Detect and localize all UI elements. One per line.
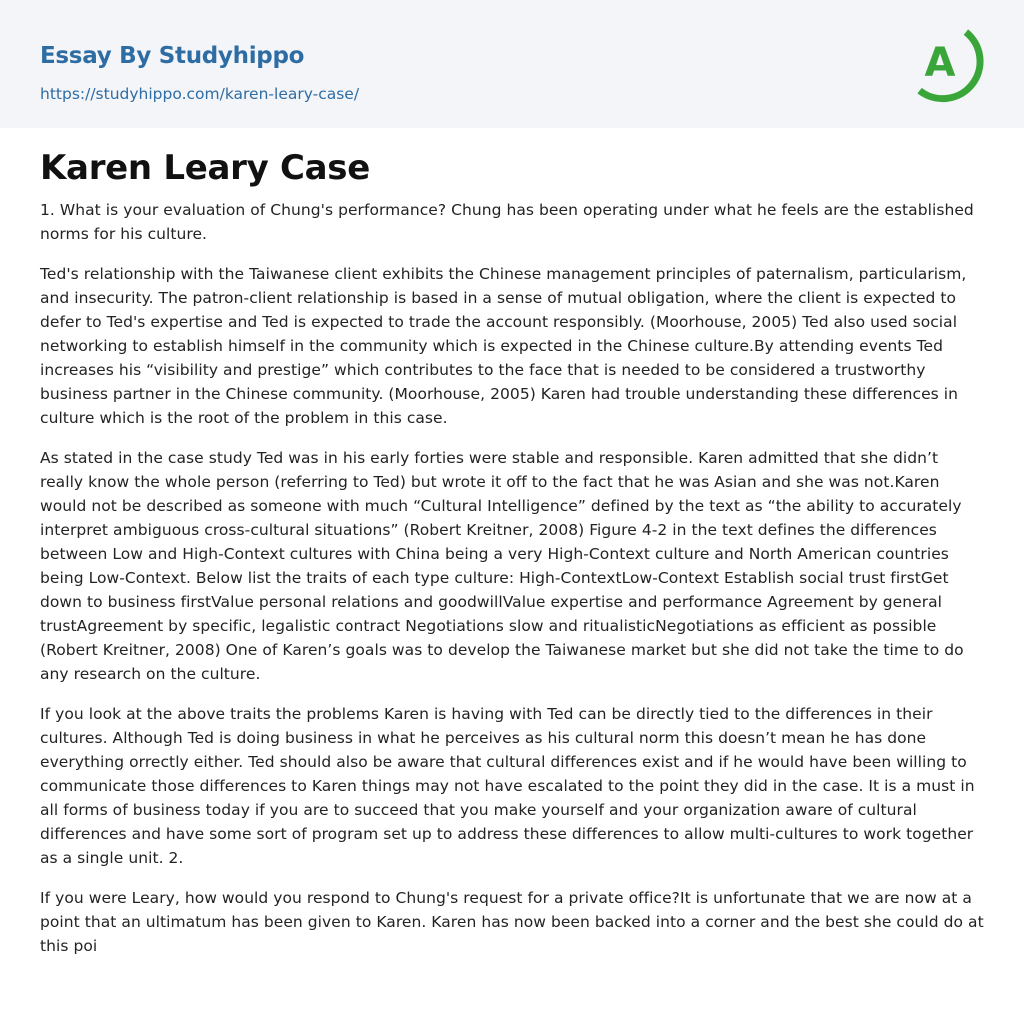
studyhippo-logo-icon[interactable] (912, 18, 986, 106)
essay-title: Karen Leary Case (40, 148, 370, 188)
essay-paragraph: If you were Leary, how would you respond to Chung's request for a private office?It is unfortunate that we are now at a point that an ultimatum has been given to Karen. Karen has now been backed into a corner and the best she could do at this poi (40, 889, 984, 955)
essay-url-link[interactable]: https://studyhippo.com/karen-leary-case/ (40, 85, 360, 103)
logo-letter: A (924, 40, 956, 86)
essay-paragraph: If you look at the above traits the problems Karen is having with Ted can be directly tied to the differences in their cultures. Although Ted is doing business in what he perceives as his cultural norm this doesn’t mean he has done everything orrectly either. Ted should also be aware that cultural differences exist and if he would have been willing to communicate those differences to Karen things may not have escalated to the point they did in the case. It is a must in all forms of business today if you are to succeed that you make yourself and your organization aware of cultural differences and have some sort of program set up to address these differences to allow multi-cultures to work together as a single unit. 2. (40, 705, 975, 867)
site-brand[interactable]: Essay By Studyhippo (40, 43, 305, 69)
essay-paragraph: As stated in the case study Ted was in his early forties were stable and responsible. Karen admitted that she didn’t really know the whole person (referring to Ted) but wrote it off to the fact that he was Asian and she was not.Karen would not be described as someone with much “Cultural Intelligence” defined by the text as “the ability to accurately interpret ambiguous cross-cultural situations” (Robert Kreitner, 2008) Figure 4-2 in the text defines the differences between Low and High-Context cultures with China being a very High-Context culture and North American countries being Low-Context. Below list the traits of each type culture: High-ContextLow-Context Establish social trust firstGet down to business firstValue personal relations and goodwillValue expertise and performance Agreement by general trustAgreement by specific, legalistic contract Negotiations slow and ritualisticNegotiations as efficient as possible (Robert Kreitner, 2008) One of Karen’s goals was to develop the Taiwanese market but she did not take the time to do any research on the culture. (40, 449, 964, 683)
essay-paragraph: 1. What is your evaluation of Chung's performance? Chung has been operating under what he feels are the established norms for his culture. (40, 201, 974, 243)
essay-content (40, 146, 986, 974)
site-header (0, 0, 1024, 128)
essay-paragraph: Ted's relationship with the Taiwanese client exhibits the Chinese management principles of paternalism, particularism, and insecurity. The patron-client relationship is based in a sense of mutual obligation, where the client is expected to defer to Ted's expertise and Ted is expected to trade the account responsibly. (Moorhouse, 2005) Ted also used social networking to establish himself in the community which is expected in the Chinese culture.By attending events Ted increases his “visibility and prestige” which contributes to the face that is needed to be considered a trustworthy business partner in the Chinese community. (Moorhouse, 2005) Karen had trouble understanding these differences in culture which is the root of the problem in this case. (40, 265, 967, 427)
